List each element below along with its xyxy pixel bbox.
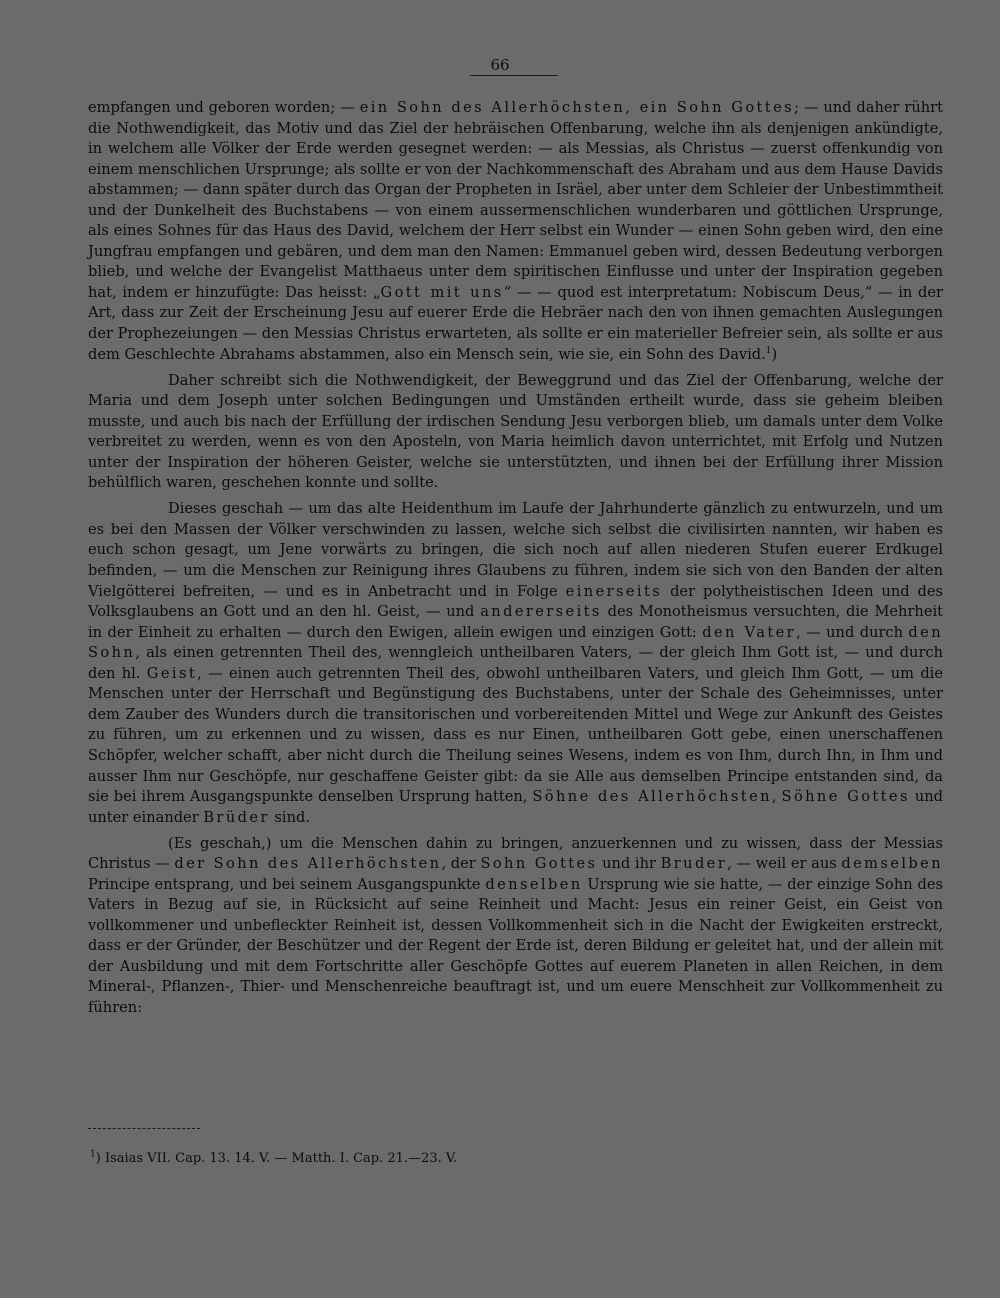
spaced-emphasis: den Sohn — [88, 623, 943, 662]
text-run: (Es geschah,) um die Menschen dahin zu bringen, anzuerkennen und zu wissen, dass der Messias Christus — — [88, 834, 943, 873]
text-run: Dieses geschah — um das alte Heidenthum im Laufe der Jahrhunderte gänzlich zu entwurzeln, und um es bei den Massen der Völker verschwinden zu lassen, welche sich selbst die civilisirten nannten, wir haben es euch schon gesagt, um Jene vorwärts zu bringen, die sich noch auf allen niederen Stufen euerer Erdkugel befinden, — um die Menschen zur Reinigung ihres Glaubens zu führen, indem sie sich von den Banden der alten Vielgötterei befreiten, — und es in Anbetracht und in Folge — [88, 500, 943, 600]
paragraph — [88, 98, 943, 365]
text-run: ) — [771, 345, 778, 363]
paragraph — [88, 499, 943, 828]
spaced-emphasis: Geist — [146, 664, 198, 682]
spaced-emphasis: Bruder — [660, 855, 728, 873]
footnote-rule — [88, 1128, 200, 1129]
paragraph — [88, 371, 943, 494]
text-run: , als einen getrennten Theil des, wenngleich untheilbaren Vaters, — der gleich Ihm Gott ist, — und durch den hl. — [88, 644, 943, 682]
footnote — [90, 1150, 790, 1168]
spaced-emphasis: demselben — [841, 855, 943, 873]
text-run: Principe entsprang, und bei seinem Ausgangspunkte — [88, 875, 486, 893]
text-run: der polytheistischen Ideen und des Volksglaubens an Gott und an den hl. Geist, — und — [88, 582, 944, 621]
spaced-emphasis: andererseits — [480, 603, 602, 621]
text-run: , — [771, 788, 782, 806]
footnote-ref: 1 — [765, 345, 772, 356]
text-run: “ — — quod est interpretatum: Nobiscum Deus,“ — in der Art, dass zur Zeit der Erscheinung Jesu auf euerer Erde die Hebräer nach den von ihnen gemachten Auslegungen der Prophezeiungen — den Messias Christus erwarteten, als sollte er ein materieller Befreier sein, als sollte er aus dem Geschlechte Abrahams abstammen, also ein Mensch sein, wie sie, ein Sohn des David. — [88, 283, 943, 363]
text-run: sind. — [269, 808, 310, 826]
spaced-emphasis: einerseits — [565, 582, 663, 600]
spaced-emphasis: ein Sohn des Allerhöchsten, ein Sohn Gottes — [359, 99, 794, 116]
text-run: , — einen auch getrennten Theil des, obwohl untheilbaren Vaters, und gleich Ihm Gott, — um die Menschen unter der Herrschaft und Begünstigung des Buchstabens, unter der Schale des Geheimnisses, unter dem Zauber des Wunders durch die transitorischen und vorbereitenden Mittel und Wege zur Ankunft des Geistes zu führen, um zu erkennen und zu wissen, dass es nur Einen, untheilbaren Gott gebe, einen unerschaffenen Schöpfer, welcher schafft, aber nicht durch die Theilung seines Wesens, indem es von Ihm, durch Ihn, in Ihm und ausser Ihm nur Geschöpfe, nur geschaffene Geister gibt: da sie Alle aus demselben Principe entstanden sind, da sie bei ihrem Ausgangspunkte denselben Ursprung hatten, — [88, 664, 943, 806]
spaced-emphasis: Brüder — [203, 808, 270, 826]
paragraph — [88, 834, 943, 1019]
spaced-emphasis: Söhne Gottes — [781, 788, 910, 806]
spaced-emphasis: Sohn Gottes — [480, 855, 598, 873]
footnote-text: ) Isaias VII. Cap. 13. 14. V. — Matth. I. Cap. 21.—23. V. — [95, 1151, 458, 1166]
text-run: , — und durch — [796, 623, 909, 641]
spaced-emphasis: denselben — [485, 875, 583, 893]
spaced-emphasis: den Vater — [702, 623, 797, 641]
spaced-emphasis: Söhne des Allerhöchsten — [532, 788, 772, 806]
page-number: 66 — [490, 56, 510, 74]
text-run: und ihr — [597, 855, 661, 873]
header-rule — [470, 75, 558, 76]
spaced-emphasis: der Sohn des Allerhöchsten — [174, 855, 442, 873]
text-run: , — weil er aus — [727, 855, 842, 873]
spaced-emphasis: Gott mit uns — [380, 283, 504, 301]
text-run: Ursprung wie sie hatte, — der einzige Sohn des Vaters in Bezug auf sie, in Rücksicht auf seine Reinheit und Macht: Jesus ein reiner Geist, ein Geist von vollkommener und unbefleckter Reinheit ist, dessen Vollkommenheit sich in die Nacht der Ewigkeiten erstreckt, dass er der Gründer, der Beschützer und der Regent der Erde ist, deren Bildung er geleitet hat, und der allein mit der Ausbildung und mit dem Fortschritte aller Geschöpfe Gottes auf euerem Planeten in allen Reichen, in dem Mineral-, Pflanzen-, Thier- und Menschenreiche beauftragt ist, und um euere Menschheit zur Vollkommenheit zu führen: — [88, 875, 943, 1017]
text-run: ; — und daher rührt die Nothwendigkeit, das Motiv und das Ziel der hebräischen Offenbarung, welche ihn als denjenigen ankündigte, in welchem alle Völker der Erde werden gesegnet werden: — als Messias, als Christus — zuerst offenkundig von einem menschlichen Ursprunge; als sollte er von der Nachkommenschaft des Abraham und aus dem Hause Davids abstammen; — dann später durch das Organ der Propheten in Isräel, aber unter dem Schleier der Unbestimmtheit und der Dunkelheit des Buchstabens — von einem aussermenschlichen wunderbaren und göttlichen Ursprunge, als eines Sohnes für das Haus des David, welchem der Herr selbst ein Wunder — einen Sohn geben wird, den eine Jungfrau empfangen und gebären, und dem man den Namen: Emmanuel geben wird, dessen Bedeutung verborgen blieb, und welche der Evangelist Matthaeus unter dem spiritischen Einflusse und unter der Inspiration gegeben hat, indem er hinzufügte: Das heisst: „ — [88, 99, 943, 301]
text-run: empfangen und geboren worden; — — [88, 99, 360, 116]
footnote-marker: 1 — [90, 1149, 96, 1160]
text-run: des Monotheismus versuchten, die Mehrheit in der Einheit zu erhalten — durch den Ewigen, allein ewigen und einzigen Gott: — [88, 603, 943, 641]
text-run: Daher schreibt sich die Nothwendigkeit, der Beweggrund und das Ziel der Offenbarung, welche der Maria und dem Joseph unter solchen Bedingungen und Umständen ertheilt wurde, dass sie geheim bleiben musste, und auch bis nach der Erfüllung der irdischen Sendung Jesu verborgen blieb, um damals unter dem Volke verbreitet zu werden, wenn es von den Aposteln, von Maria heimlich davon unterrichtet, mit Erfolg und Nutzen unter der Inspiration der höheren Geister, welche sie unterstützten, und ihnen bei der Erfüllung ihrer Mission behülflich waren, geschehen konnte und sollte. — [88, 371, 943, 492]
body-text — [88, 98, 943, 1024]
text-run: , der — [441, 855, 481, 873]
text-run: und unter einander — [88, 788, 943, 826]
